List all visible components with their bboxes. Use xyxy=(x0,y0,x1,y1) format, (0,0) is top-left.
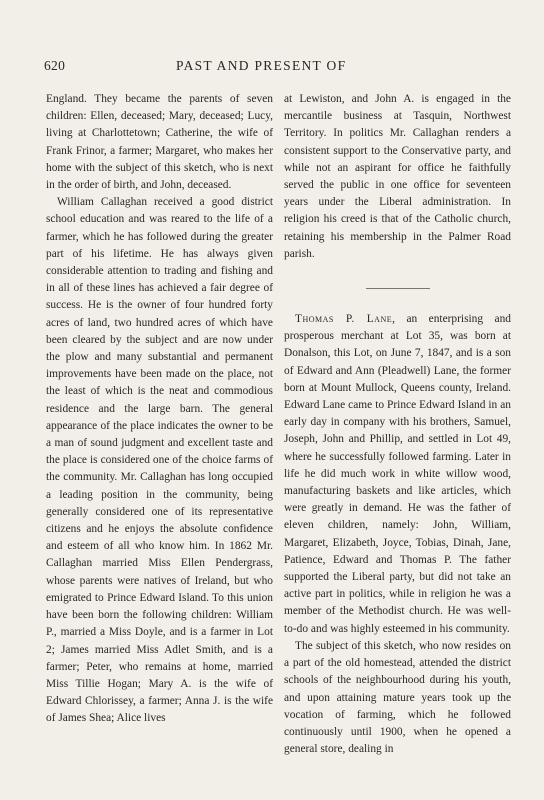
paragraph-thomas-lane-text: , an enterprising and prosperous merchant at Lot 35, was born at Donalson, this Lot, on June 7, 1847, and is a son of Edward and Ann (Pleadwell) Lane, the former born at Mount Mullock, Queens county, Ireland. Edward Lane came to Prince Edward Island in an early day in company with his brothers, Samuel, Joseph, John and Phillip, and settled in Lot 49, where he successfully followed farming. Later in life he did much work in white willow wood, manufacturing baskets and like articles, which were greatly in demand. He was the father of eleven children, namely: John, William, Margaret, Elizabeth, Joyce, Tobias, Dinah, Jane, Patience, Edward and Thomas P. The father supported the Liberal party, but did not take an active part in politics, while in religion he was a member of the Methodist church. He was well-to-do and was highly esteemed in his community. xyxy=(284,313,511,635)
paragraph-subject-sketch: The subject of this sketch, who now resides on a part of the old homestead, attended the district schools of the neighbourhood during his youth, and upon attaining mature years took up the vocation of farming, which he followed continuously until 1900, when he opened a general store, dealing in xyxy=(284,639,511,756)
page-number: 620 xyxy=(44,58,66,73)
running-head: PAST AND PRESENT OF xyxy=(176,58,347,73)
left-column xyxy=(46,91,273,728)
paragraph-continued-right: at Lewiston, and John A. is engaged in the mercantile business at Tasquin, Northwest Territory. In politics Mr. Callaghan renders a consistent support to the Conservative party, and while not an aspirant for office he faithfully served the public in one office for seventeen years under the Liberal administration. In religion his creed is that of the Catholic church, retaining his membership in the Palmer Road parish. xyxy=(284,93,511,260)
paragraph-continued: England. They became the parents of seven children: Ellen, deceased; Mary, deceased; Lucy, living at Charlottetown; Catherine, the wife of Frank Frinor, a farmer; Margaret, who makes her home with the subject of this sketch, who is next in the order of birth, and John, deceased. xyxy=(46,93,273,192)
paragraph-william-callaghan: William Callaghan received a good district school education and was reared to the life of a farmer, which he has followed during the greater part of his lifetime. He has always given considerable attention to trading and fishing and in all of these lines has achieved a fair degree of success. He is the owner of four hundred forty acres of land, two hundred acres of which have been cleared by the subject and are now under the plow and many substantial and permanent improvements have been made on the place, not the least of which is the neat and commodious residence and the large barn. The general appearance of the place indicates the owner to be a man of sound judgment and excellent taste and the place is considered one of the choice farms of the community. Mr. Callaghan has long occupied a leading position in the community, being generally considered one of its representative citizens and he enjoys the absolute confidence and esteem of all who know him. In 1862 Mr. Callaghan married Miss Ellen Pendergrass, whose parents were natives of Ireland, but who emigrated to Prince Edward Island. To this union have been born the following children: William P., married a Miss Doyle, and is a farmer in Lot 2; James married Miss Adlet Smith, and is a farmer; Peter, who remains at home, married Miss Tillie Hogan; Mary A. is the wife of Edward Chlorissey, a farmer; Anna J. is the wife of James Shea; Alice lives xyxy=(46,196,273,725)
section-divider xyxy=(366,288,430,289)
subject-name: Thomas P. Lane xyxy=(295,313,393,326)
right-column xyxy=(284,91,511,758)
paragraph-thomas-lane xyxy=(284,311,511,638)
